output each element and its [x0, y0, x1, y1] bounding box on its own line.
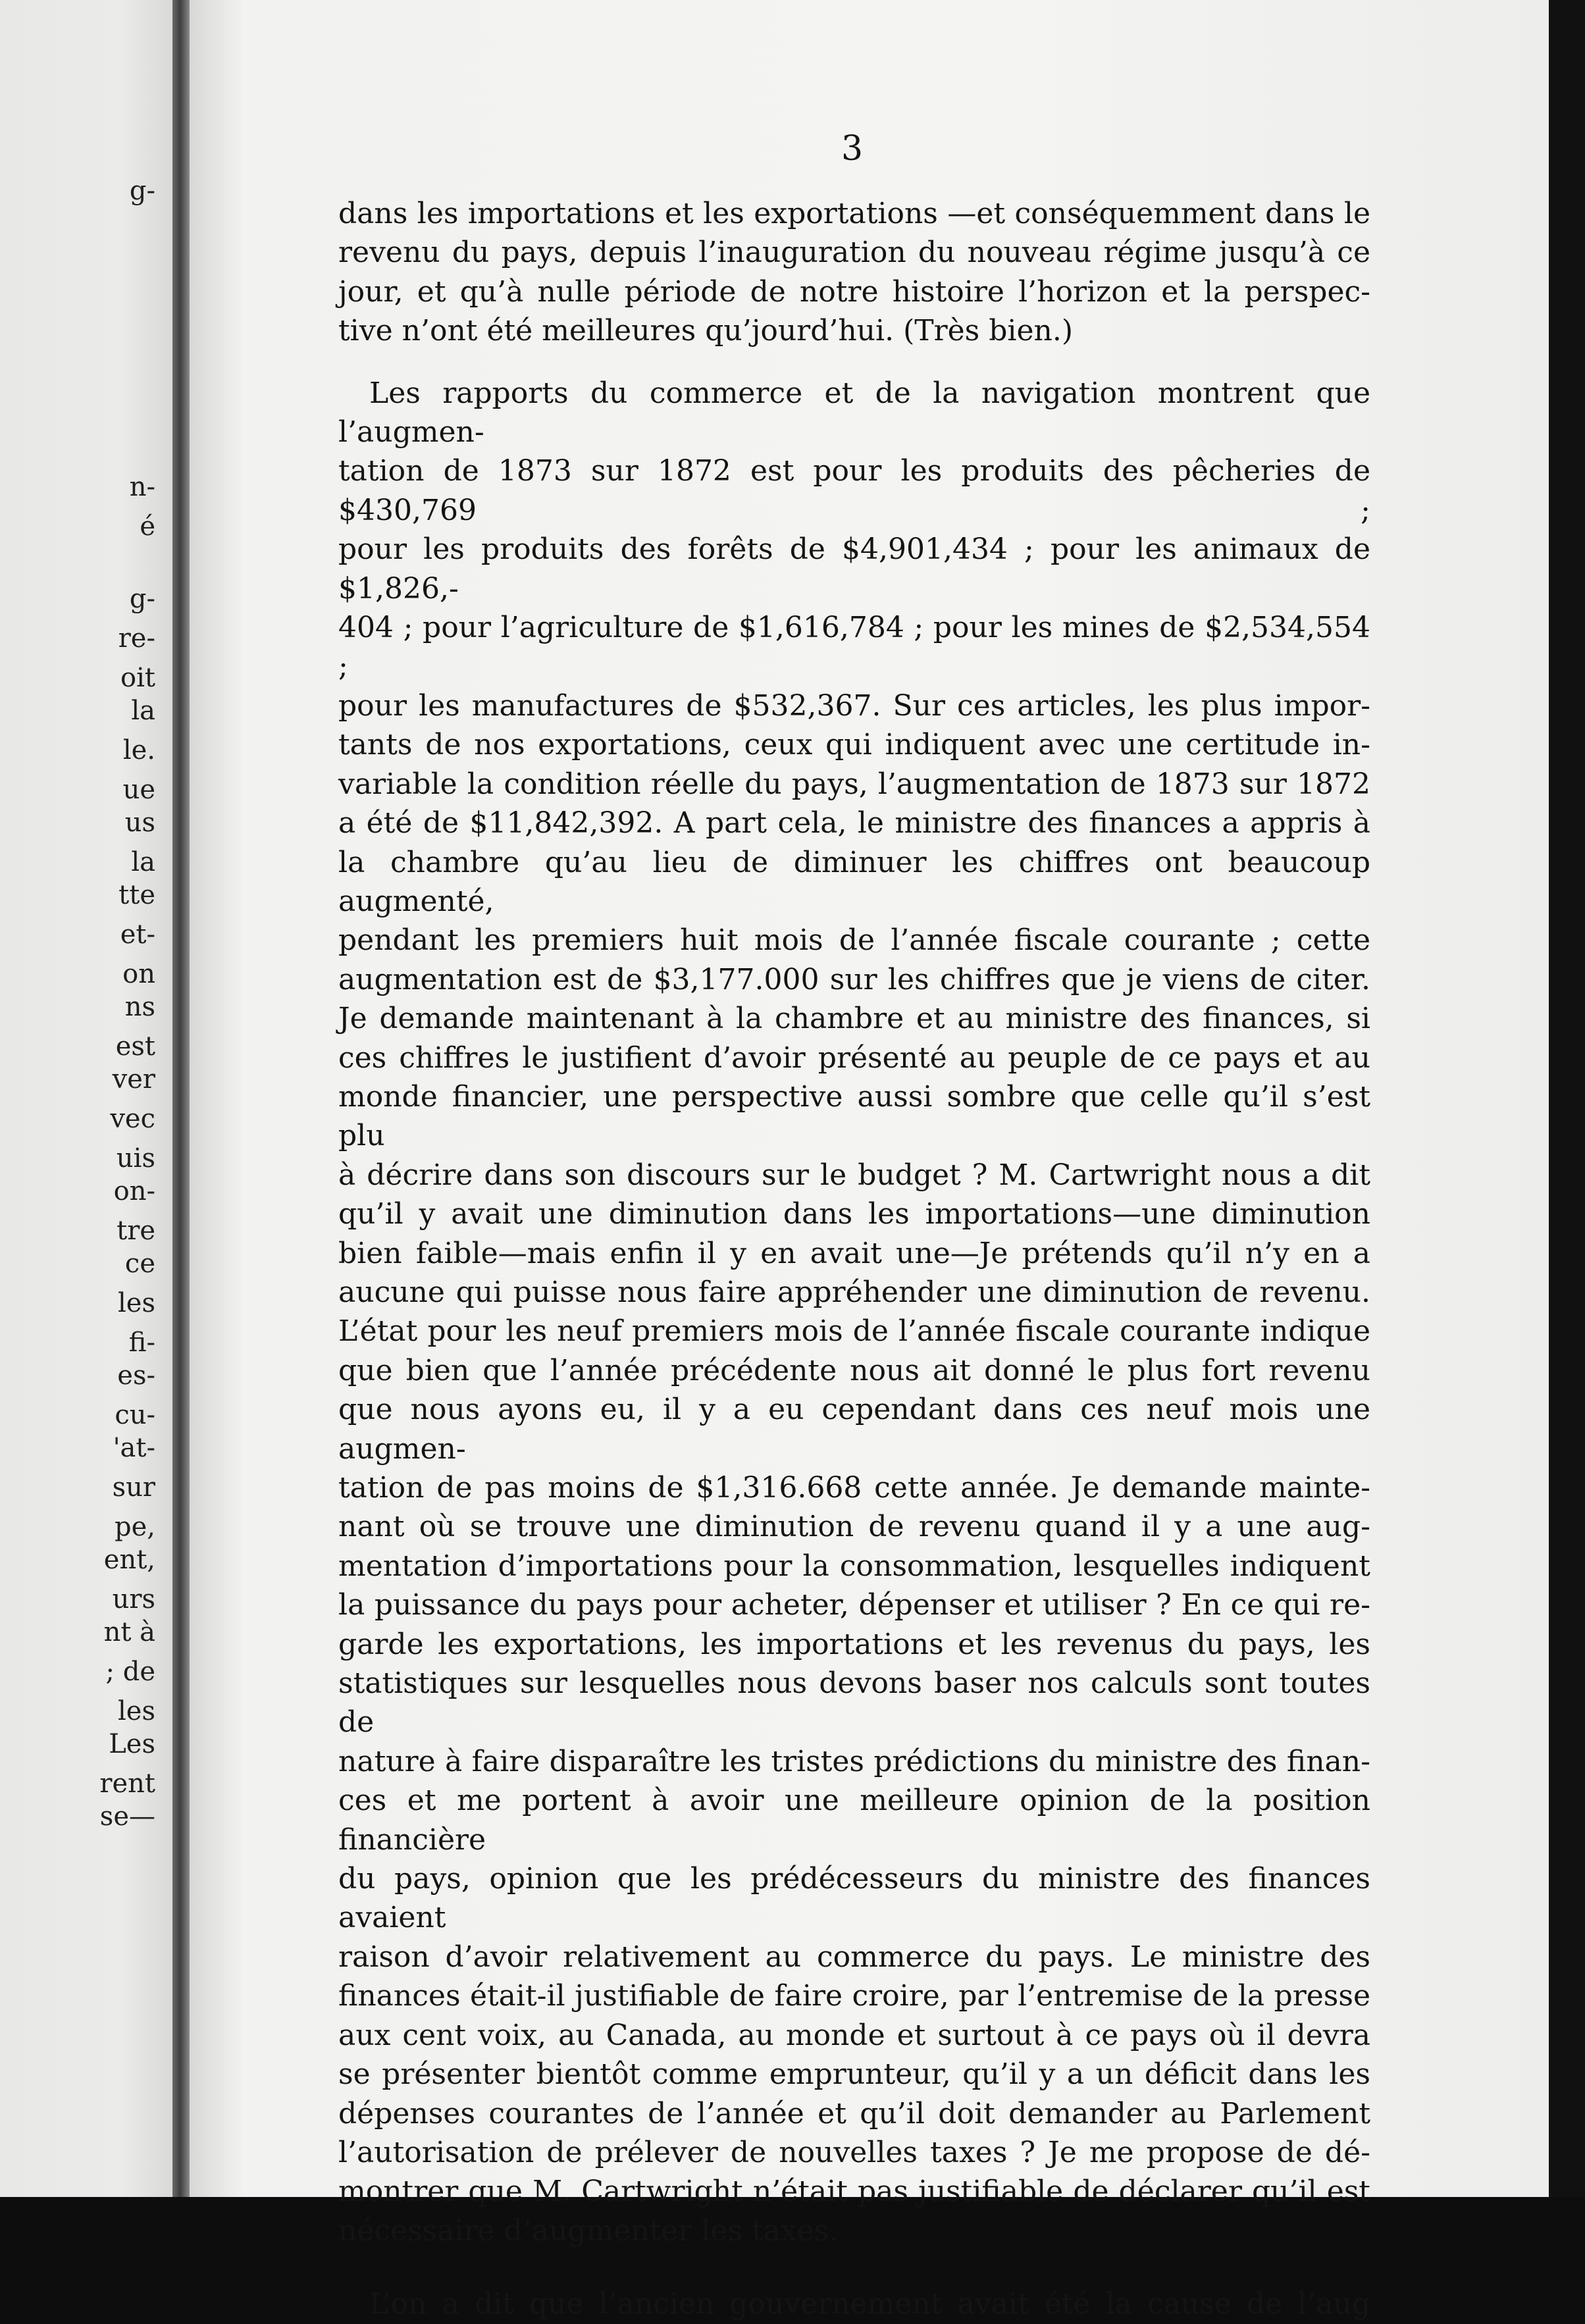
left-page-fragment: est — [115, 1031, 155, 1062]
text-line: tation de 1873 sur 1872 est pour les produits des pêcheries de $430,769 ; — [338, 454, 1370, 527]
paragraph — [338, 194, 1370, 351]
text-line: monde financier, une perspective aussi sombre que celle qu’il s’est plu — [338, 1079, 1370, 1153]
text-line: se présenter bientôt comme emprunteur, qu’il y a un déficit dans les — [338, 2057, 1370, 2092]
left-page-fragment: ns — [124, 992, 155, 1022]
text-line: statistiques sur lesquelles nous devons baser nos calculs sont toutes de — [338, 1666, 1370, 1740]
text-line: tants de nos exportations, ceux qui indiquent avec une certitude in- — [338, 728, 1370, 762]
text-line: a été de $11,842,392. A part cela, le ministre des finances a appris à — [338, 806, 1370, 840]
left-page-fragment: ue — [122, 775, 155, 805]
left-page-fragment: tte — [118, 880, 155, 910]
text-line: L’on a dit que l’ancien gouvernement avait été la cause de l’aug — [369, 2287, 1370, 2321]
text-line: variable la condition réelle du pays, l’augmentation de 1873 sur 1872 — [338, 767, 1370, 801]
text-line: que bien que l’année précédente nous ait donné le plus fort revenu — [338, 1353, 1370, 1387]
left-page-fragment: on- — [113, 1176, 155, 1206]
left-page-fragment: les — [118, 1288, 155, 1318]
page-number: 3 — [841, 129, 864, 168]
left-page-fragment: sur — [112, 1472, 155, 1503]
left-page-fragment: les — [118, 1696, 155, 1726]
left-page-fragment: us — [124, 808, 155, 838]
text-line: aucune qui puisse nous faire appréhender une diminution de revenu. — [338, 1275, 1370, 1309]
text-line: augmentation est de $3,177.000 sur les chiffres que je viens de citer. — [338, 962, 1370, 996]
text-line: nant où se trouve une diminution de revenu quand il y a une aug- — [338, 1510, 1370, 1544]
left-page-fragment: la — [131, 847, 155, 877]
text-line: Je demande maintenant à la chambre et au ministre des finances, si — [338, 1002, 1370, 1036]
text-line: pour les manufactures de $532,367. Sur ces articles, les plus impor- — [338, 688, 1370, 723]
text-line: tation de pas moins de $1,316.668 cette année. Je demande mainte- — [338, 1471, 1370, 1505]
left-page-fragment: g- — [129, 176, 155, 206]
text-line: du pays, opinion que les prédécesseurs du ministre des finances avaient — [338, 1862, 1370, 1935]
body-text — [338, 194, 1370, 2324]
left-page-fragment: vec — [110, 1104, 155, 1134]
left-page-fragment: le. — [122, 735, 155, 765]
text-line: nécessaire d’augmenter les taxes. — [338, 2213, 839, 2248]
scan-border-right — [1549, 0, 1585, 2222]
left-page-fragment: la — [131, 696, 155, 726]
left-page-fragment: fi- — [128, 1328, 155, 1358]
left-page-fragment: ce — [124, 1249, 155, 1279]
paragraph — [338, 374, 1370, 2251]
text-line: dépenses courantes de l’année et qu’il doit demander au Parlement — [338, 2096, 1370, 2130]
text-line: la chambre qu’au lieu de diminuer les chiffres ont beaucoup augmenté, — [338, 845, 1370, 918]
text-line: à décrire dans son discours sur le budget ? M. Cartwright nous a dit — [338, 1158, 1370, 1192]
left-page-fragment: re- — [118, 623, 155, 654]
text-line: raison d’avoir relativement au commerce du pays. Le ministre des — [338, 1940, 1370, 1974]
left-page-fragment: se— — [99, 1801, 155, 1832]
text-line: qu’il y avait une diminution dans les importations—une diminution — [338, 1197, 1370, 1231]
left-page-fragment: ; de — [105, 1657, 155, 1687]
text-line: nature à faire disparaître les tristes prédictions du ministre des finan- — [338, 1744, 1370, 1778]
left-page-fragment: é — [140, 511, 155, 542]
text-line: montrer que M. Cartwright n’était pas justifiable de déclarer qu’il est — [338, 2175, 1370, 2209]
left-page-fragment: tre — [117, 1216, 155, 1246]
left-page-fragment: es- — [117, 1360, 155, 1391]
left-page-strip — [0, 0, 172, 2222]
left-page-fragment: uis — [116, 1143, 155, 1174]
text-line: jour, et qu’à nulle période de notre histoire l’horizon et la perspec- — [338, 274, 1370, 309]
text-line: dans les importations et les exportations —et conséquemment dans le — [338, 197, 1370, 230]
text-line: tive n’ont été meilleures qu’jourd’hui. (Très bien.) — [338, 314, 1073, 348]
text-line: Les rapports du commerce et de la navigation montrent que l’augmen- — [338, 376, 1370, 450]
left-page-fragment: et- — [120, 919, 155, 950]
text-line: pendant les premiers huit mois de l’année fiscale courante ; cette — [338, 923, 1370, 958]
left-page-fragment: nt à — [103, 1617, 155, 1647]
text-line: bien faible—mais enfin il y en avait une—Je prétends qu’il n’y en a — [338, 1236, 1370, 1270]
paragraph — [338, 2285, 1370, 2323]
text-line: que nous ayons eu, il y a eu cependant dans ces neuf mois une augmen- — [338, 1393, 1370, 1466]
left-page-fragment: urs — [112, 1584, 155, 1614]
text-line: revenu du pays, depuis l’inauguration du nouveau régime jusqu’à ce — [338, 236, 1370, 270]
text-line: mentation d’importations pour la consommation, lesquelles indiquent — [338, 1549, 1370, 1583]
left-page-fragment: oit — [120, 663, 155, 693]
text-line: 404 ; pour l’agriculture de $1,616,784 ; pour les mines de $2,534,554 ; — [338, 611, 1370, 684]
left-page-fragment: ver — [112, 1064, 155, 1095]
left-page-fragment: rent — [99, 1769, 155, 1799]
left-page-fragment: g- — [129, 584, 155, 614]
text-line: la puissance du pays pour acheter, dépenser et utiliser ? En ce qui re- — [338, 1588, 1370, 1622]
left-page-fragment: 'at- — [113, 1433, 155, 1463]
left-page-fragment: cu- — [115, 1400, 155, 1430]
text-line: pour les produits des forêts de $4,901,434 ; pour les animaux de $1,826,- — [338, 532, 1370, 606]
left-page-fragment: pe, — [115, 1512, 155, 1542]
left-page-fragment: on — [122, 959, 155, 989]
text-line: ces chiffres le justifient d’avoir présenté au peuple de ce pays et au — [338, 1041, 1370, 1075]
left-page-fragment: ent, — [103, 1545, 155, 1575]
text-line: l’autorisation de prélever de nouvelles taxes ? Je me propose de dé- — [338, 2135, 1370, 2169]
text-line: garde les exportations, les importations et les revenus du pays, les — [338, 1627, 1370, 1661]
text-line: aux cent voix, au Canada, au monde et surtout à ce pays où il devra — [338, 2018, 1370, 2052]
text-line: finances était-il justifiable de faire croire, par l’entremise de la presse — [338, 1979, 1370, 2013]
left-page-text-fragments — [0, 178, 155, 2021]
text-line: L’état pour les neuf premiers mois de l’année fiscale courante indique — [338, 1314, 1370, 1349]
text-line: ces et me portent à avoir une meilleure opinion de la position financière — [338, 1784, 1370, 1857]
left-page-fragment: n- — [129, 472, 155, 502]
left-page-fragment: Les — [109, 1729, 155, 1759]
book-gutter — [172, 0, 190, 2222]
